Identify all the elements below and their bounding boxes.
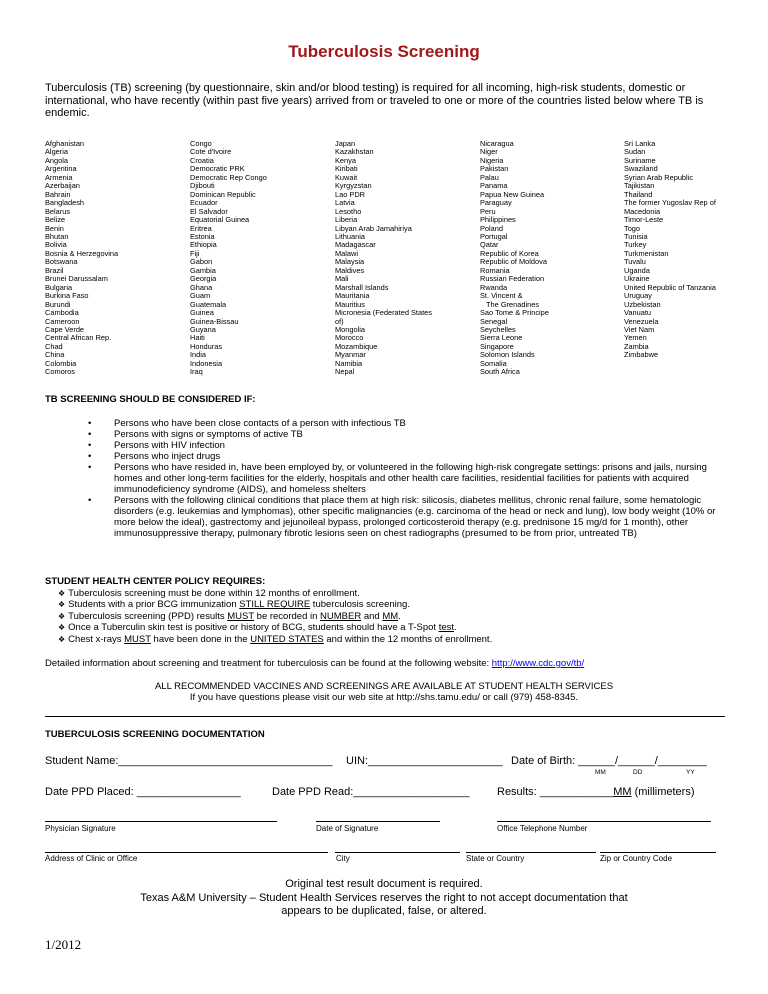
vaccines-line: ALL RECOMMENDED VACCINES AND SCREENINGS ARE AVAILABLE AT STUDENT HEALTH SERVICES: [154, 681, 614, 692]
country-item: Vanuatu: [624, 308, 651, 318]
country-item: Central African Rep.: [45, 333, 112, 343]
country-item: Malaysia: [335, 257, 365, 267]
footer-note: Original test result document is required. Texas A&M University – Student Health Services reserves the right to not accept documentation that appears to be duplicated, false, or altered.: [140, 878, 628, 917]
country-item: Togo: [624, 223, 641, 233]
country-item: Myanmar: [335, 350, 366, 360]
bullet-icon: •: [88, 440, 92, 451]
country-item: Thailand: [624, 189, 653, 199]
country-item: Mozambique: [335, 341, 378, 351]
bullet-icon: •: [88, 418, 92, 429]
state-label: State or Country: [466, 854, 525, 863]
country-item: Panama: [480, 181, 508, 191]
country-item: Congo: [190, 139, 212, 148]
dob-yy-label: YY: [686, 769, 695, 776]
country-item: Colombia: [45, 358, 77, 368]
office-telephone-line[interactable]: [497, 821, 711, 822]
country-column-5: [624, 140, 716, 360]
country-column-4: [480, 140, 549, 377]
country-item: Botswana: [45, 257, 78, 267]
page-title: Tuberculosis Screening: [288, 42, 480, 61]
diamond-bullet-icon: ❖: [58, 634, 66, 644]
bullet-icon: •: [88, 429, 92, 440]
country-item: Senegal: [480, 316, 508, 326]
country-item: Tajikistan: [624, 181, 655, 191]
country-item: Uganda: [624, 265, 650, 275]
country-item: Singapore: [480, 341, 514, 351]
date-signature-label: Date of Signature: [316, 824, 379, 833]
country-item: Ecuador: [190, 198, 218, 208]
ppd-placed-field[interactable]: Date PPD Placed: _________________: [45, 786, 241, 798]
results-field[interactable]: Results: ____________MM (millimeters): [497, 786, 695, 798]
country-item: Yemen: [624, 333, 647, 343]
policy-list: [58, 588, 492, 645]
country-item: Kiribati: [335, 164, 358, 174]
state-line[interactable]: [466, 852, 596, 853]
country-item: Namibia: [335, 358, 363, 368]
date-signature-line[interactable]: [316, 821, 440, 822]
country-item: Estonia: [190, 231, 215, 241]
country-item: Afghanistan: [45, 139, 85, 148]
list-item: • Persons with HIV infection: [88, 440, 225, 451]
country-item: Tuvalu: [624, 257, 646, 267]
consider-heading: TB SCREENING SHOULD BE CONSIDERED IF:: [45, 394, 256, 405]
country-item: Haiti: [190, 333, 205, 343]
country-item: Maldives: [335, 265, 365, 275]
country-item: Mongolia: [335, 324, 365, 334]
country-item: Burkina Faso: [45, 291, 89, 301]
country-item: Kyrgyzstan: [335, 181, 372, 191]
clinic-address-line[interactable]: [45, 852, 328, 853]
clinic-address-label: Address of Clinic or Office: [45, 854, 138, 863]
country-item: Timor-Leste: [624, 215, 664, 225]
country-item: Mauritania: [335, 291, 370, 301]
country-item: Ethiopia: [190, 240, 217, 250]
list-item: ❖ Students with a prior BCG immunization STILL REQUIRE tuberculosis screening.: [58, 599, 410, 611]
cdc-link[interactable]: http://www.cdc.gov/tb/: [491, 658, 585, 669]
country-item: Argentina: [45, 164, 77, 174]
country-item: Iraq: [190, 367, 203, 377]
country-item: Nigeria: [480, 155, 504, 165]
country-item: South Africa: [480, 367, 520, 377]
country-item: Indonesia: [190, 358, 223, 368]
documentation-heading: TUBERCULOSIS SCREENING DOCUMENTATION: [45, 729, 265, 740]
country-item: India: [190, 350, 207, 360]
country-item: Turkmenistan: [624, 248, 669, 258]
country-item: Sri Lanka: [624, 139, 656, 148]
country-item: Cameroon: [45, 316, 80, 326]
ppd-read-field[interactable]: Date PPD Read:___________________: [272, 786, 470, 798]
country-item: Romania: [480, 265, 510, 275]
country-item: Belarus: [45, 206, 71, 216]
physician-signature-label: Physician Signature: [45, 824, 116, 833]
list-item: ❖ Tuberculosis screening must be done within 12 months of enrollment.: [58, 588, 360, 599]
country-item: Liberia: [335, 215, 358, 225]
student-name-field[interactable]: Student Name:___________________________________: [45, 755, 333, 767]
physician-signature-line[interactable]: [45, 821, 277, 822]
country-item: Viet Nam: [624, 324, 655, 334]
country-item: Honduras: [190, 341, 223, 351]
country-item: Angola: [45, 155, 69, 165]
country-item: Chad: [45, 341, 63, 351]
country-item: Fiji: [190, 248, 200, 258]
country-item: Solomon Islands: [480, 350, 535, 360]
dob-dd-label: DD: [633, 769, 643, 776]
country-item: Sudan: [624, 147, 646, 157]
country-item: Armenia: [45, 172, 73, 182]
city-line[interactable]: [335, 852, 460, 853]
country-item: Republic of Korea: [480, 248, 539, 258]
country-item: Swaziland: [624, 164, 658, 174]
country-item: Nicaragua: [480, 139, 514, 148]
country-item: Guam: [190, 291, 211, 301]
country-item: Cambodia: [45, 308, 79, 318]
country-item: Uruguay: [624, 291, 652, 301]
country-item: Brazil: [45, 265, 64, 275]
diamond-bullet-icon: ❖: [58, 611, 66, 621]
country-item: Malawi: [335, 248, 358, 258]
country-item: The former Yugoslav Rep of: [624, 198, 716, 208]
country-item: Guyana: [190, 324, 216, 334]
country-item: Morocco: [335, 333, 364, 343]
country-item: Mauritius: [335, 299, 365, 309]
bullet-icon: •: [88, 462, 92, 473]
country-item: Brunei Darussalam: [45, 274, 108, 284]
country-item: Syrian Arab Republic: [624, 172, 694, 182]
country-item: Gabon: [190, 257, 213, 267]
country-item: Papua New Guinea: [480, 189, 545, 199]
country-item: Bulgaria: [45, 282, 73, 292]
office-telephone-label: Office Telephone Number: [497, 824, 588, 833]
country-item: Kenya: [335, 155, 356, 165]
section-divider: [45, 716, 725, 717]
country-item: Kuwait: [335, 172, 358, 182]
country-item: Russian Federation: [480, 274, 545, 284]
country-item: Zambia: [624, 341, 649, 351]
country-item: Pakistan: [480, 164, 509, 174]
country-item: Democratic Rep Congo: [190, 172, 267, 182]
diamond-bullet-icon: ❖: [58, 600, 66, 610]
detail-info: Detailed information about screening and treatment for tuberculosis can be found at the following website: http://www.cdc.gov/tb/: [45, 658, 585, 669]
country-item: Dominican Republic: [190, 189, 256, 199]
country-item: Republic of Moldova: [480, 257, 547, 267]
country-item: Cape Verde: [45, 324, 85, 334]
country-item: Azerbaijan: [45, 181, 80, 191]
country-item: Tunisia: [624, 231, 648, 241]
country-item: Burundi: [45, 299, 71, 309]
list-item: • Persons who have resided in, have been employed by, or volunteered in the following high-risk congregate settings: prisons and jails, nursing homes and other long-term facilities for the elderly, hospitals and other health care facilities, residential facilities for patients with acquired immunodeficiency syndrome (AIDS), and homeless shelters: [88, 462, 707, 495]
country-item: Benin: [45, 223, 64, 233]
country-item: Poland: [480, 223, 504, 233]
country-item: Philippines: [480, 215, 516, 225]
country-item: Ghana: [190, 282, 213, 292]
country-item: Madagascar: [335, 240, 376, 250]
country-column-1: [45, 140, 118, 377]
country-item: St. Vincent &: [480, 291, 523, 301]
diamond-bullet-icon: ❖: [58, 623, 66, 633]
country-item: Eritrea: [190, 223, 212, 233]
country-item: Macedonia: [624, 206, 661, 216]
policy-heading: STUDENT HEALTH CENTER POLICY REQUIRES:: [45, 576, 266, 587]
country-item: Sao Tome & Principe: [480, 308, 549, 318]
country-item: Guinea: [190, 308, 214, 318]
country-item: Mali: [335, 274, 349, 284]
country-item: China: [45, 350, 65, 360]
zip-line[interactable]: [600, 852, 716, 853]
country-item: Ukraine: [624, 274, 650, 284]
country-item: Belize: [45, 215, 66, 225]
country-item: Bolivia: [45, 240, 67, 250]
country-item: Cote d'Ivoire: [190, 147, 232, 157]
zip-label: Zip or Country Code: [600, 854, 673, 863]
country-item: Rwanda: [480, 282, 508, 292]
bullet-icon: •: [88, 451, 92, 462]
country-item: Comoros: [45, 367, 75, 377]
country-column-2: [190, 140, 267, 377]
intro-paragraph: Tuberculosis (TB) screening (by questionnaire, skin and/or blood testing) is required for all incoming, high-risk students, domestic or international, who have recently (within past five years) arrived from or traveled to one or more of the countries listed below where TB is endemic.: [45, 82, 704, 119]
country-item: El Salvador: [190, 206, 228, 216]
city-label: City: [336, 854, 350, 863]
list-item: ❖ Tuberculosis screening (PPD) results MUST be recorded in NUMBER and MM.: [58, 610, 401, 622]
country-item: Palau: [480, 172, 499, 182]
country-item: United Republic of Tanzania: [624, 282, 716, 292]
country-item: Algeria: [45, 147, 69, 157]
country-item: Equatorial Guinea: [190, 215, 250, 225]
bullet-icon: •: [88, 495, 92, 506]
country-item: Kazakhstan: [335, 147, 374, 157]
country-item: Georgia: [190, 274, 217, 284]
country-item: Somalia: [480, 358, 507, 368]
list-item: ❖ Once a Tuberculin skin test is positive or history of BCG, students should have a T-Spot test.: [58, 622, 457, 634]
country-item: Gambia: [190, 265, 216, 275]
list-item: • Persons with signs or symptoms of active TB: [88, 429, 303, 440]
consider-list: [88, 418, 728, 539]
country-item: Venezuela: [624, 316, 659, 326]
country-item: Peru: [480, 206, 496, 216]
country-item: Bhutan: [45, 231, 69, 241]
country-item: Portugal: [480, 231, 508, 241]
country-item: Suriname: [624, 155, 656, 165]
country-item: Guinea-Bissau: [190, 316, 239, 326]
country-item: Turkey: [624, 240, 647, 250]
list-item: • Persons who have been close contacts of a person with infectious TB: [88, 418, 406, 429]
country-item: Croatia: [190, 155, 214, 165]
country-item: Democratic PRK: [190, 164, 245, 174]
list-item: • Persons who inject drugs: [88, 451, 221, 462]
country-item: Nepal: [335, 367, 355, 377]
list-item: ❖ Chest x-rays MUST have been done in the UNITED STATES and within the 12 months of enrollment.: [58, 633, 493, 645]
country-item: Qatar: [480, 240, 499, 250]
country-item: Micronesia (Federated States: [335, 308, 432, 318]
country-item: Sierra Leone: [480, 333, 523, 343]
country-item: Marshall Islands: [335, 282, 389, 292]
country-column-3: [335, 140, 432, 377]
dob-mm-label: MM: [595, 769, 606, 776]
country-item: Japan: [335, 139, 356, 148]
country-item: Lesotho: [335, 206, 362, 216]
country-item: Bahrain: [45, 189, 71, 199]
country-item: Bangladesh: [45, 198, 85, 208]
country-item: Paraguay: [480, 198, 512, 208]
country-item: Zimbabwe: [624, 350, 659, 360]
country-item: Latvia: [335, 198, 355, 208]
list-item: • Persons with the following clinical conditions that place them at high risk: silicosis, diabetes mellitus, chronic renal failure, some hematologic disorders (e.g. leukemias and lymphomas), other specific malignancies (e.g. carcinoma of the head or neck and lung), low body weight (10% or more below the ideal), gastrectomy and jejunoileal bypass, prolonged corticosteroid therapy (e.g. prednisone 15 mg/d for 1 month), other immunosuppressive therapy, pulmonary fibrotic lesions seen on chest radiographs (presumed to be from prior, untreated TB): [88, 495, 716, 539]
date-of-birth-field[interactable]: Date of Birth: ______/______/________: [511, 755, 707, 767]
country-item: Libyan Arab Jamahiriya: [335, 223, 412, 233]
country-item: Guatemala: [190, 299, 227, 309]
diamond-bullet-icon: ❖: [58, 589, 66, 598]
country-item: Djibouti: [190, 181, 215, 191]
country-item: Seychelles: [480, 324, 516, 334]
revision-date: 1/2012: [45, 937, 82, 952]
uin-field[interactable]: UIN:______________________: [346, 755, 503, 767]
country-item: Lithuania: [335, 231, 365, 241]
country-item: Lao PDR: [335, 189, 365, 199]
country-item: Niger: [480, 147, 498, 157]
country-item: of): [335, 316, 344, 326]
country-item: Bosnia & Herzegovina: [45, 248, 119, 258]
country-item: The Grenadines: [480, 299, 540, 309]
questions-line: If you have questions please visit our web site at http://shs.tamu.edu/ or call (979) 458-8345.: [189, 692, 579, 703]
country-item: Uzbekistan: [624, 299, 661, 309]
